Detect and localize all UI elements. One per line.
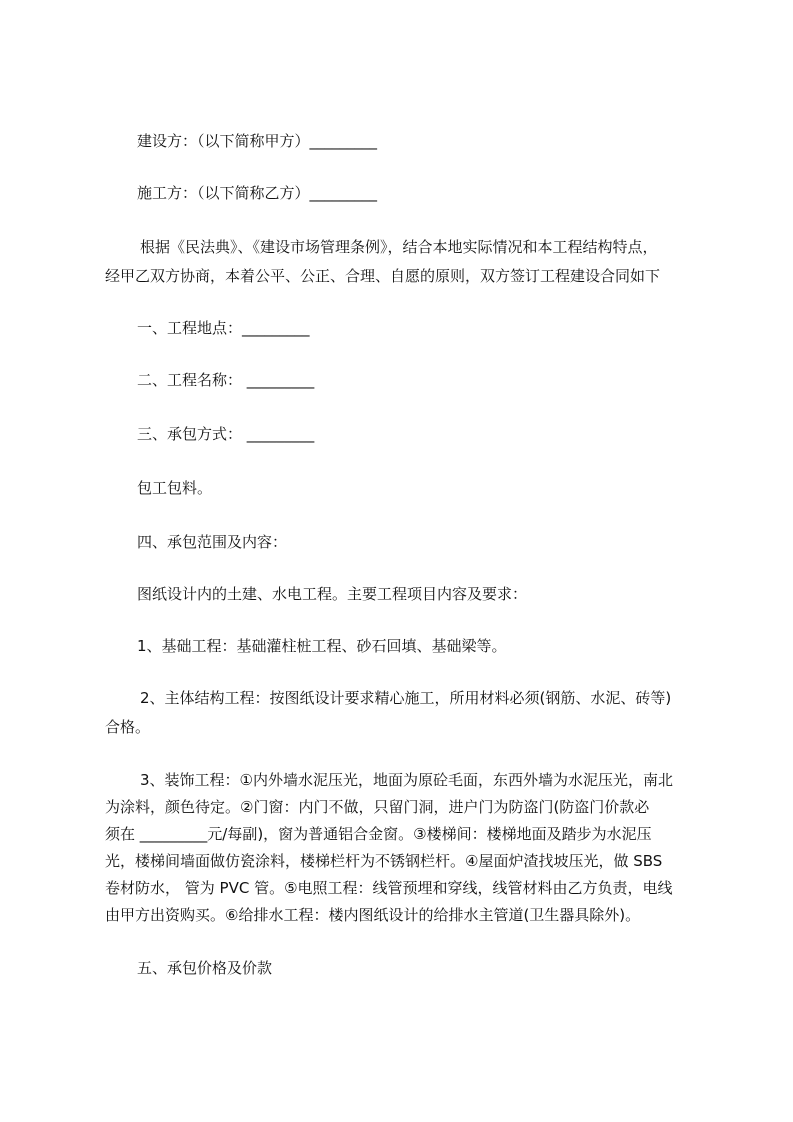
intro-line-2: 经甲乙双方协商，本着公平、公正、合理、自愿的原则，双方签订工程建设合同如下 xyxy=(105,267,661,285)
section-4-heading: 四、承包范围及内容： xyxy=(137,533,288,551)
section-4-detail: 图纸设计内的土建、水电工程。主要工程项目内容及要求： xyxy=(137,585,528,603)
item-3-line-4: 光，楼梯间墙面做仿瓷涂料，楼梯栏杆为不锈钢栏杆。④屋面炉渣找坡压光，做 SBS xyxy=(105,852,663,870)
item-2-line-1: 2、主体结构工程：按图纸设计要求精心施工，所用材料必须(钢筋、水泥、砖等) xyxy=(140,689,672,707)
item-2-line-2: 合格。 xyxy=(105,718,151,736)
intro-line-1: 根据《民法典》、《建设市场管理条例》，结合本地实际情况和本工程结构特点， xyxy=(140,238,658,256)
item-3-line-2: 为涂料，颜色待定。②门窗：内门不做，只留门洞，进户门为防盗门(防盗门价款必 xyxy=(105,798,650,816)
item-1-foundation: 1、基础工程：基础灌柱桩工程、砂石回填、基础梁等。 xyxy=(137,637,507,655)
item-3-line-1: 3、装饰工程：①内外墙水泥压光，地面为原砼毛面，东西外墙为水泥压光，南北 xyxy=(140,771,673,789)
section-1-heading: 一、工程地点：_________ xyxy=(137,319,310,337)
section-3-heading: 三、承包方式： _________ xyxy=(137,425,315,443)
party-b-line: 施工方：（以下简称乙方）_________ xyxy=(137,184,378,202)
item-3-line-3: 须在 _________元/每副)，窗为普通铝合金窗。③楼梯间：楼梯地面及踏步为水泥压 xyxy=(105,825,652,843)
section-5-heading: 五、承包价格及价款 xyxy=(137,959,273,977)
item-3-line-6: 由甲方出资购买。⑥给排水工程：楼内图纸设计的给排水主管道(卫生器具除外)。 xyxy=(105,906,641,924)
party-a-line: 建设方：（以下简称甲方）_________ xyxy=(137,132,378,150)
item-3-line-5: 卷材防水， 管为 PVC 管。⑤电照工程：线管预埋和穿线，线管材料由乙方负责，电线 xyxy=(105,879,673,897)
section-3-detail: 包工包料。 xyxy=(137,479,213,497)
section-2-heading: 二、工程名称： _________ xyxy=(137,371,315,389)
